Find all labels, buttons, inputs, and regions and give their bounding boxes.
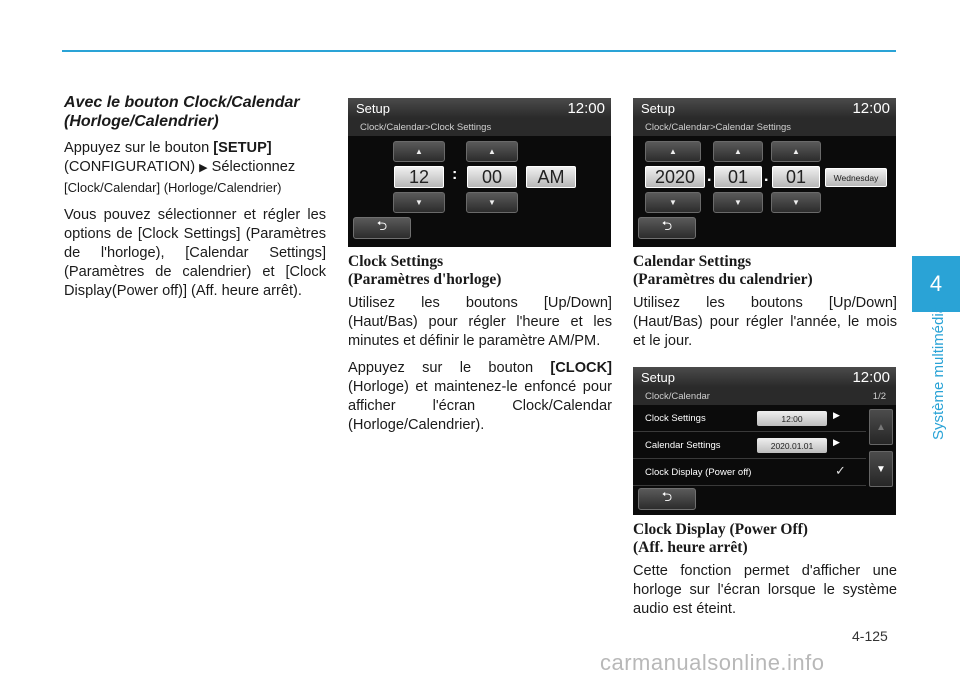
calendar-settings-caption: Calendar Settings (Paramètres du calendrier) — [633, 253, 813, 288]
column-intro — [64, 93, 326, 309]
date-dot-1: . — [707, 168, 712, 185]
clock-display-caption: Clock Display (Power Off) (Aff. heure arrêt) — [633, 521, 808, 556]
calendar-settings-screen — [633, 98, 896, 247]
month-up-button[interactable]: ▲ — [713, 141, 763, 162]
breadcrumb: Clock/Calendar>Calendar Settings — [633, 118, 896, 136]
minute-value: 00 — [467, 166, 517, 188]
time-separator: : — [452, 166, 458, 183]
chapter-label: Système multimédia — [930, 304, 947, 440]
list-header: Clock/Calendar 1/2 — [633, 387, 896, 405]
settings-list — [633, 405, 866, 486]
list-item-clock-display[interactable]: Clock Display (Power off) ✓ — [633, 459, 866, 486]
minute-down-button[interactable]: ▼ — [466, 192, 518, 213]
day-value: 01 — [772, 166, 820, 188]
screen-header: Setup 12:00 — [348, 98, 611, 118]
top-rule — [62, 50, 896, 52]
day-down-button[interactable]: ▼ — [771, 192, 821, 213]
column-clock — [348, 98, 612, 443]
intro-paragraph: Appuyez sur le bouton [SETUP] (CONFIGURATION) ▶ Sélectionnez [Clock/Calendar] (Horloge/Calendrier) — [64, 140, 296, 195]
arrow-right-icon: ▶ — [833, 437, 840, 447]
back-button[interactable]: ⮌ — [638, 217, 696, 239]
year-up-button[interactable]: ▲ — [645, 141, 701, 162]
weekday-value: Wednesday — [825, 168, 887, 187]
clock-paragraph: Utilisez les boutons [Up/Down] (Haut/Bas) pour régler l'heure et les minutes et définir le paramètre AM/PM. — [348, 295, 612, 349]
clock-display-paragraph: Cette fonction permet d'afficher une horloge sur l'écran lorsque le système audio est éteint. — [633, 563, 897, 617]
hour-down-button[interactable]: ▼ — [393, 192, 445, 213]
clock-settings-caption: Clock Settings (Paramètres d'horloge) — [348, 253, 502, 288]
month-down-button[interactable]: ▼ — [713, 192, 763, 213]
hour-up-button[interactable]: ▲ — [393, 141, 445, 162]
back-bar — [633, 485, 896, 515]
list-item-clock-settings[interactable]: Clock Settings 12:00 ▶ — [633, 405, 866, 432]
calendar-value: 2020.01.01 — [757, 438, 827, 453]
month-value: 01 — [714, 166, 762, 188]
watermark: carmanualsonline.info — [600, 650, 825, 675]
page-number: 4-125 — [852, 628, 888, 644]
screen-header: Setup 12:00 — [633, 367, 896, 387]
day-up-button[interactable]: ▲ — [771, 141, 821, 162]
back-button[interactable]: ⮌ — [638, 488, 696, 510]
year-down-button[interactable]: ▼ — [645, 192, 701, 213]
clock-settings-screen — [348, 98, 611, 247]
back-bar — [348, 212, 611, 246]
calendar-paragraph: Utilisez les boutons [Up/Down] (Haut/Bas) pour régler l'année, le mois et le jour. — [633, 295, 897, 349]
checkmark-icon[interactable]: ✓ — [835, 463, 846, 478]
breadcrumb: Clock/Calendar>Clock Settings — [348, 118, 611, 136]
arrow-right-icon: ▶ — [833, 410, 840, 420]
screen-header: Setup 12:00 — [633, 98, 896, 118]
arrow-right-icon: ▶ — [199, 162, 208, 174]
minute-up-button[interactable]: ▲ — [466, 141, 518, 162]
clock-button-paragraph: Appuyez sur le bouton [CLOCK] (Horloge) et maintenez-le enfoncé pour afficher l'écran Clock/Calendar (Horloge/Calendrier). — [348, 360, 612, 433]
hour-value: 12 — [394, 166, 444, 188]
scroll-up-button[interactable]: ▲ — [869, 409, 893, 445]
chapter-tab: 4 — [912, 256, 960, 312]
options-paragraph: Vous pouvez sélectionner et régler les options de [Clock Settings] (Paramètres de l'horloge), [Calendar Settings] (Paramètres de calendrier) et [Clock Display(Power off)] (Aff. heure arrêt). — [64, 207, 326, 299]
scroll-down-button[interactable]: ▼ — [869, 451, 893, 487]
list-item-calendar-settings[interactable]: Calendar Settings 2020.01.01 ▶ — [633, 432, 866, 459]
column-calendar — [633, 98, 897, 627]
back-button[interactable]: ⮌ — [353, 217, 411, 239]
date-dot-2: . — [764, 168, 769, 185]
back-bar — [633, 212, 896, 246]
ampm-value[interactable]: AM — [526, 166, 576, 188]
clock-calendar-list-screen — [633, 367, 896, 515]
section-title: Avec le bouton Clock/Calendar (Horloge/Calendrier) — [64, 94, 300, 130]
year-value: 2020 — [645, 166, 705, 188]
clock-value: 12:00 — [757, 411, 827, 426]
